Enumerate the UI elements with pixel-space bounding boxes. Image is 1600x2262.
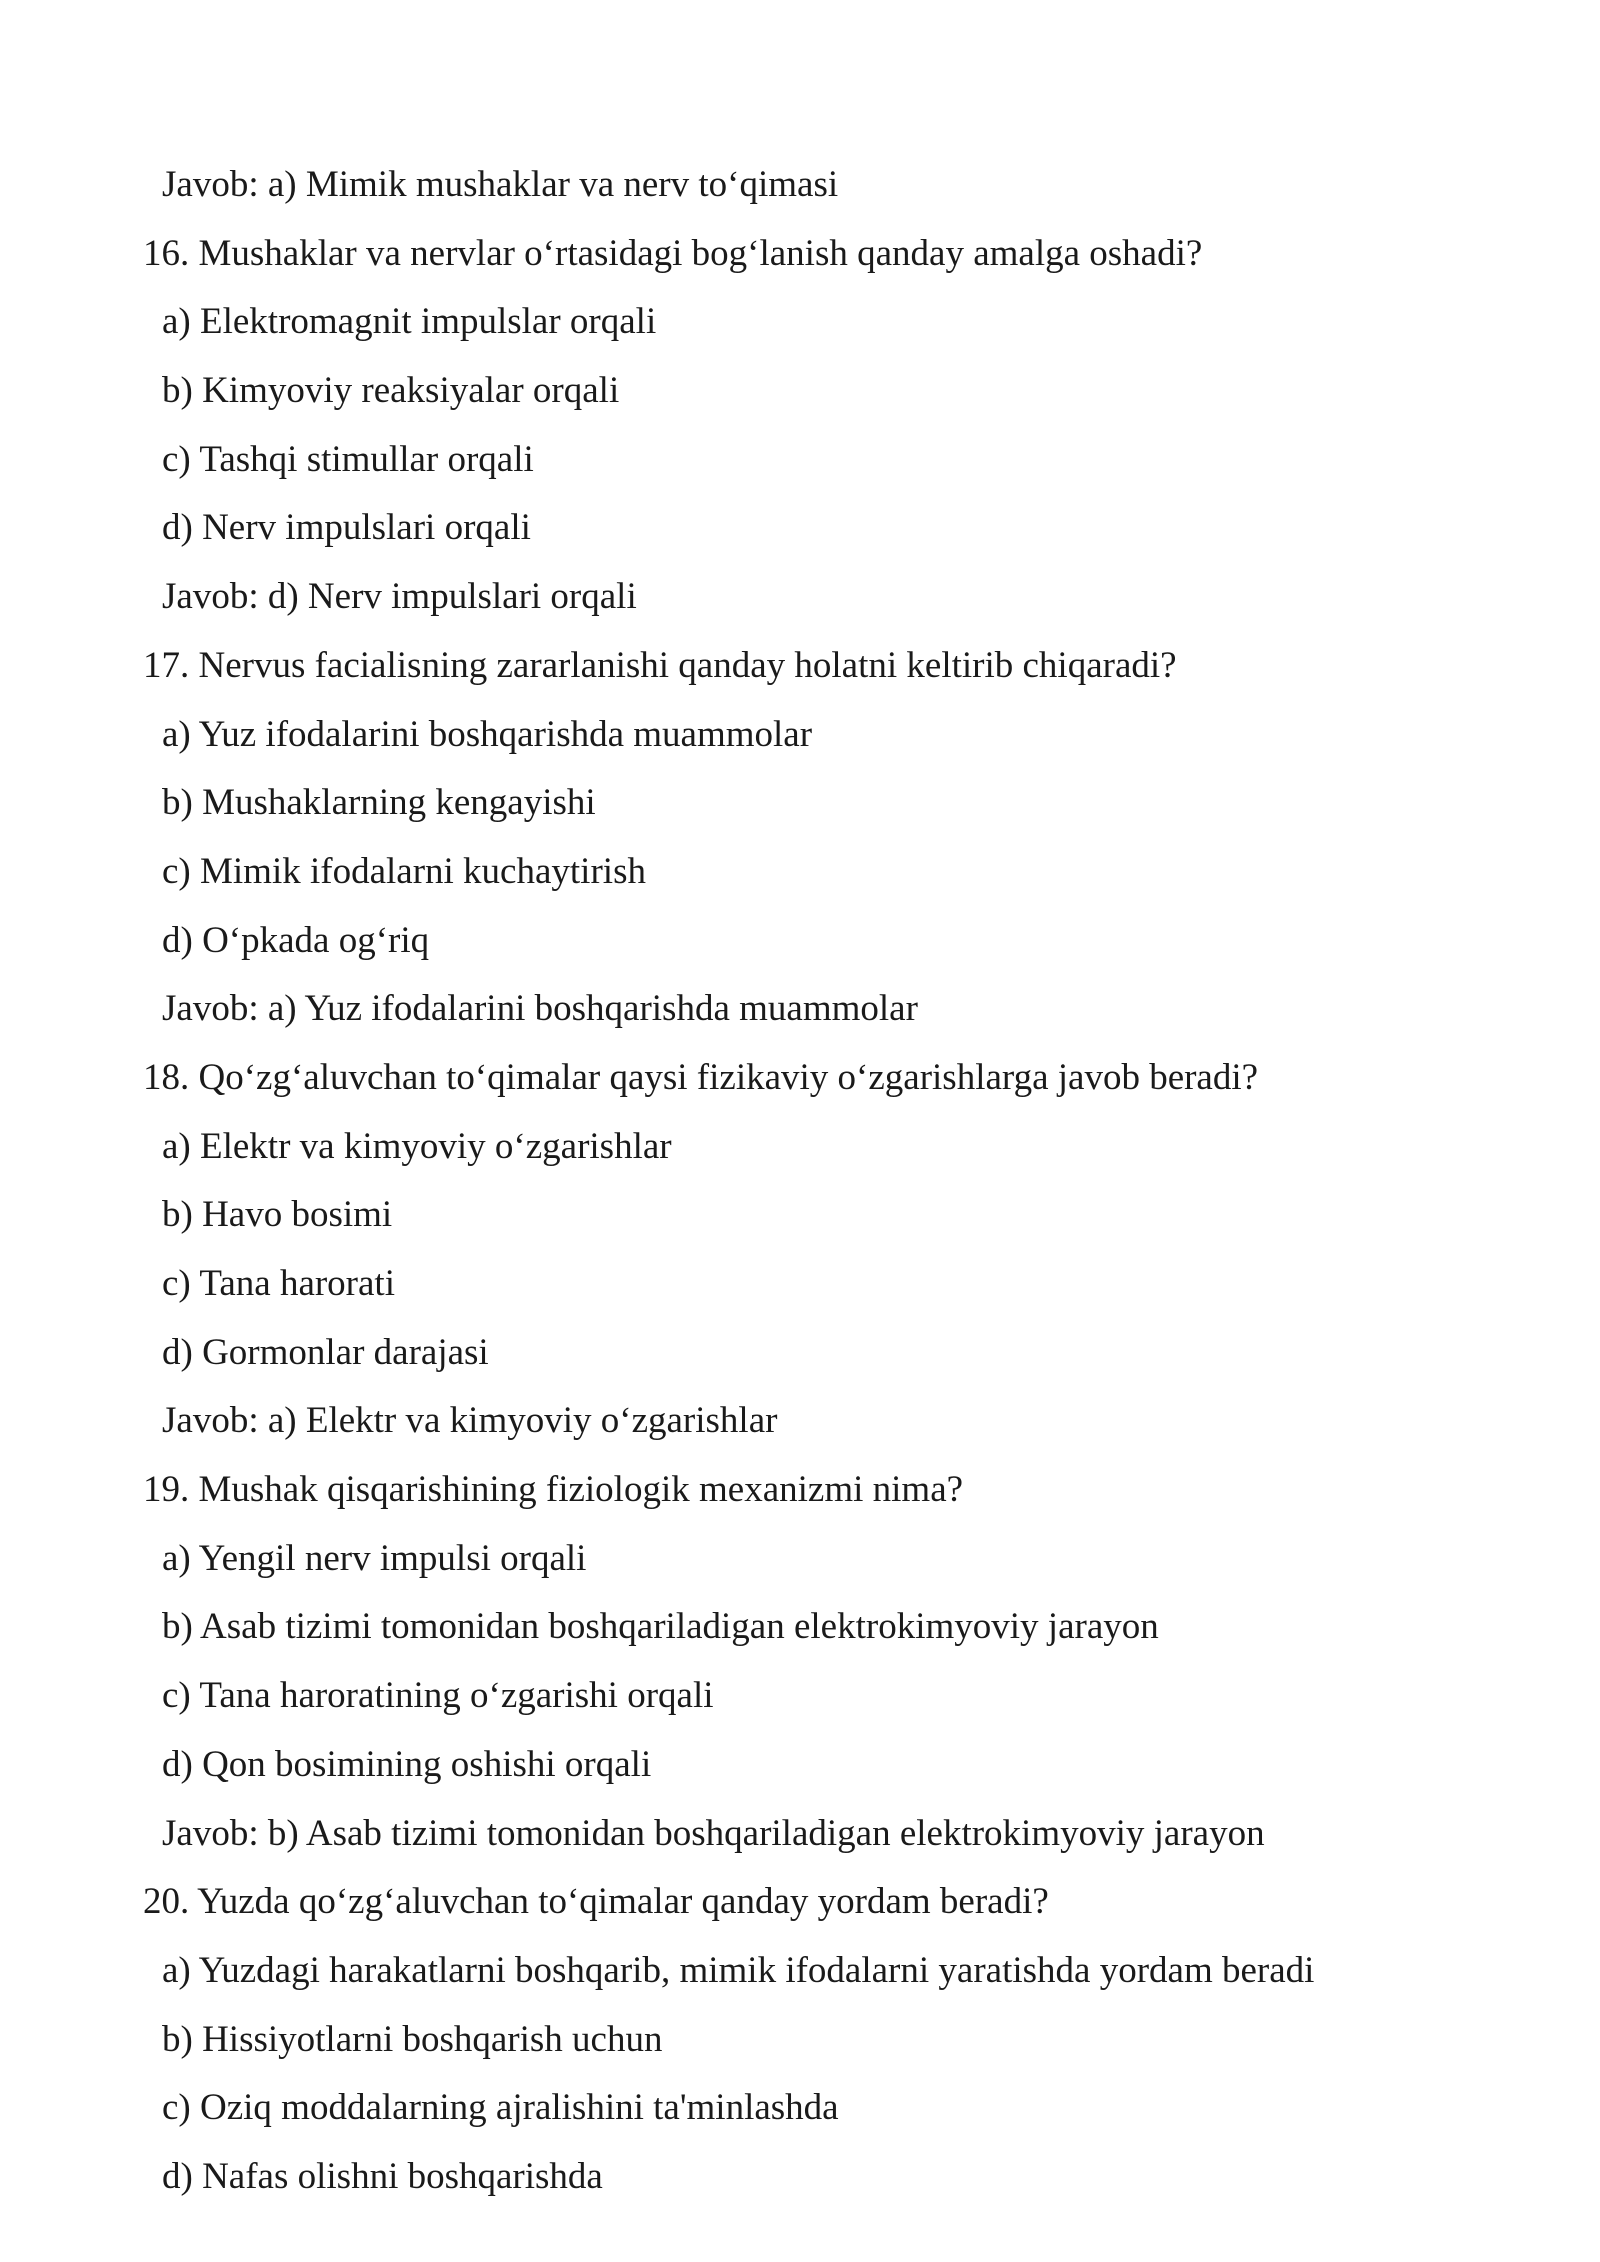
answer-line: Javob: d) Nerv impulslari orqali [162, 576, 637, 618]
option-line: b) Hissiyotlarni boshqarish uchun [162, 2018, 663, 2060]
option-line: c) Mimik ifodalarni kuchaytirish [162, 850, 646, 892]
option-line: c) Tana haroratining o‘zgarishi orqali [162, 1675, 714, 1717]
option-line: d) Nafas olishni boshqarishda [162, 2155, 603, 2197]
answer-line: Javob: a) Mimik mushaklar va nerv to‘qimasi [162, 164, 839, 205]
option-line: d) Gormonlar darajasi [162, 1331, 489, 1373]
option-line: b) Havo bosimi [162, 1194, 393, 1236]
option-line: c) Oziq moddalarning ajralishini ta'minlashda [162, 2087, 839, 2129]
option-line: c) Tashqi stimullar orqali [162, 438, 534, 480]
option-line: a) Yengil nerv impulsi orqali [162, 1537, 587, 1579]
option-line: b) Mushaklarning kengayishi [162, 782, 596, 824]
question-19: 19. Mushak qisqarishining fiziologik mexanizmi nima? [143, 1469, 964, 1511]
option-line: b) Kimyoviy reaksiyalar orqali [162, 370, 620, 412]
answer-line: Javob: b) Asab tizimi tomonidan boshqariladigan elektrokimyoviy jarayon [162, 1812, 1265, 1854]
option-line: a) Yuz ifodalarini boshqarishda muammolar [162, 713, 813, 755]
option-line: d) O‘pkada og‘riq [162, 919, 430, 961]
option-line: b) Asab tizimi tomonidan boshqariladigan elektrokimyoviy jarayon [162, 1606, 1159, 1648]
option-line: c) Tana harorati [162, 1263, 395, 1304]
option-line: a) Elektr va kimyoviy o‘zgarishlar [162, 1125, 672, 1167]
question-17: 17. Nervus facialisning zararlanishi qanday holatni keltirib chiqaradi? [143, 644, 1177, 686]
question-18: 18. Qo‘zg‘aluvchan to‘qimalar qaysi fizikaviy o‘zgarishlarga javob beradi? [143, 1056, 1259, 1098]
question-16: 16. Mushaklar va nervlar o‘rtasidagi bog‘lanish qanday amalga oshadi? [143, 232, 1203, 274]
answer-line: Javob: a) Yuz ifodalarini boshqarishda muammolar [162, 988, 918, 1030]
option-line: d) Qon bosimining oshishi orqali [162, 1743, 652, 1785]
option-line: a) Elektromagnit impulslar orqali [162, 301, 657, 343]
question-20: 20. Yuzda qo‘zg‘aluvchan to‘qimalar qanday yordam beradi? [143, 1881, 1049, 1923]
answer-line: Javob: a) Elektr va kimyoviy o‘zgarishlar [162, 1400, 778, 1442]
option-line: d) Nerv impulslari orqali [162, 507, 531, 549]
option-line: a) Yuzdagi harakatlarni boshqarib, mimik ifodalarni yaratishda yordam beradi [162, 1949, 1315, 1991]
